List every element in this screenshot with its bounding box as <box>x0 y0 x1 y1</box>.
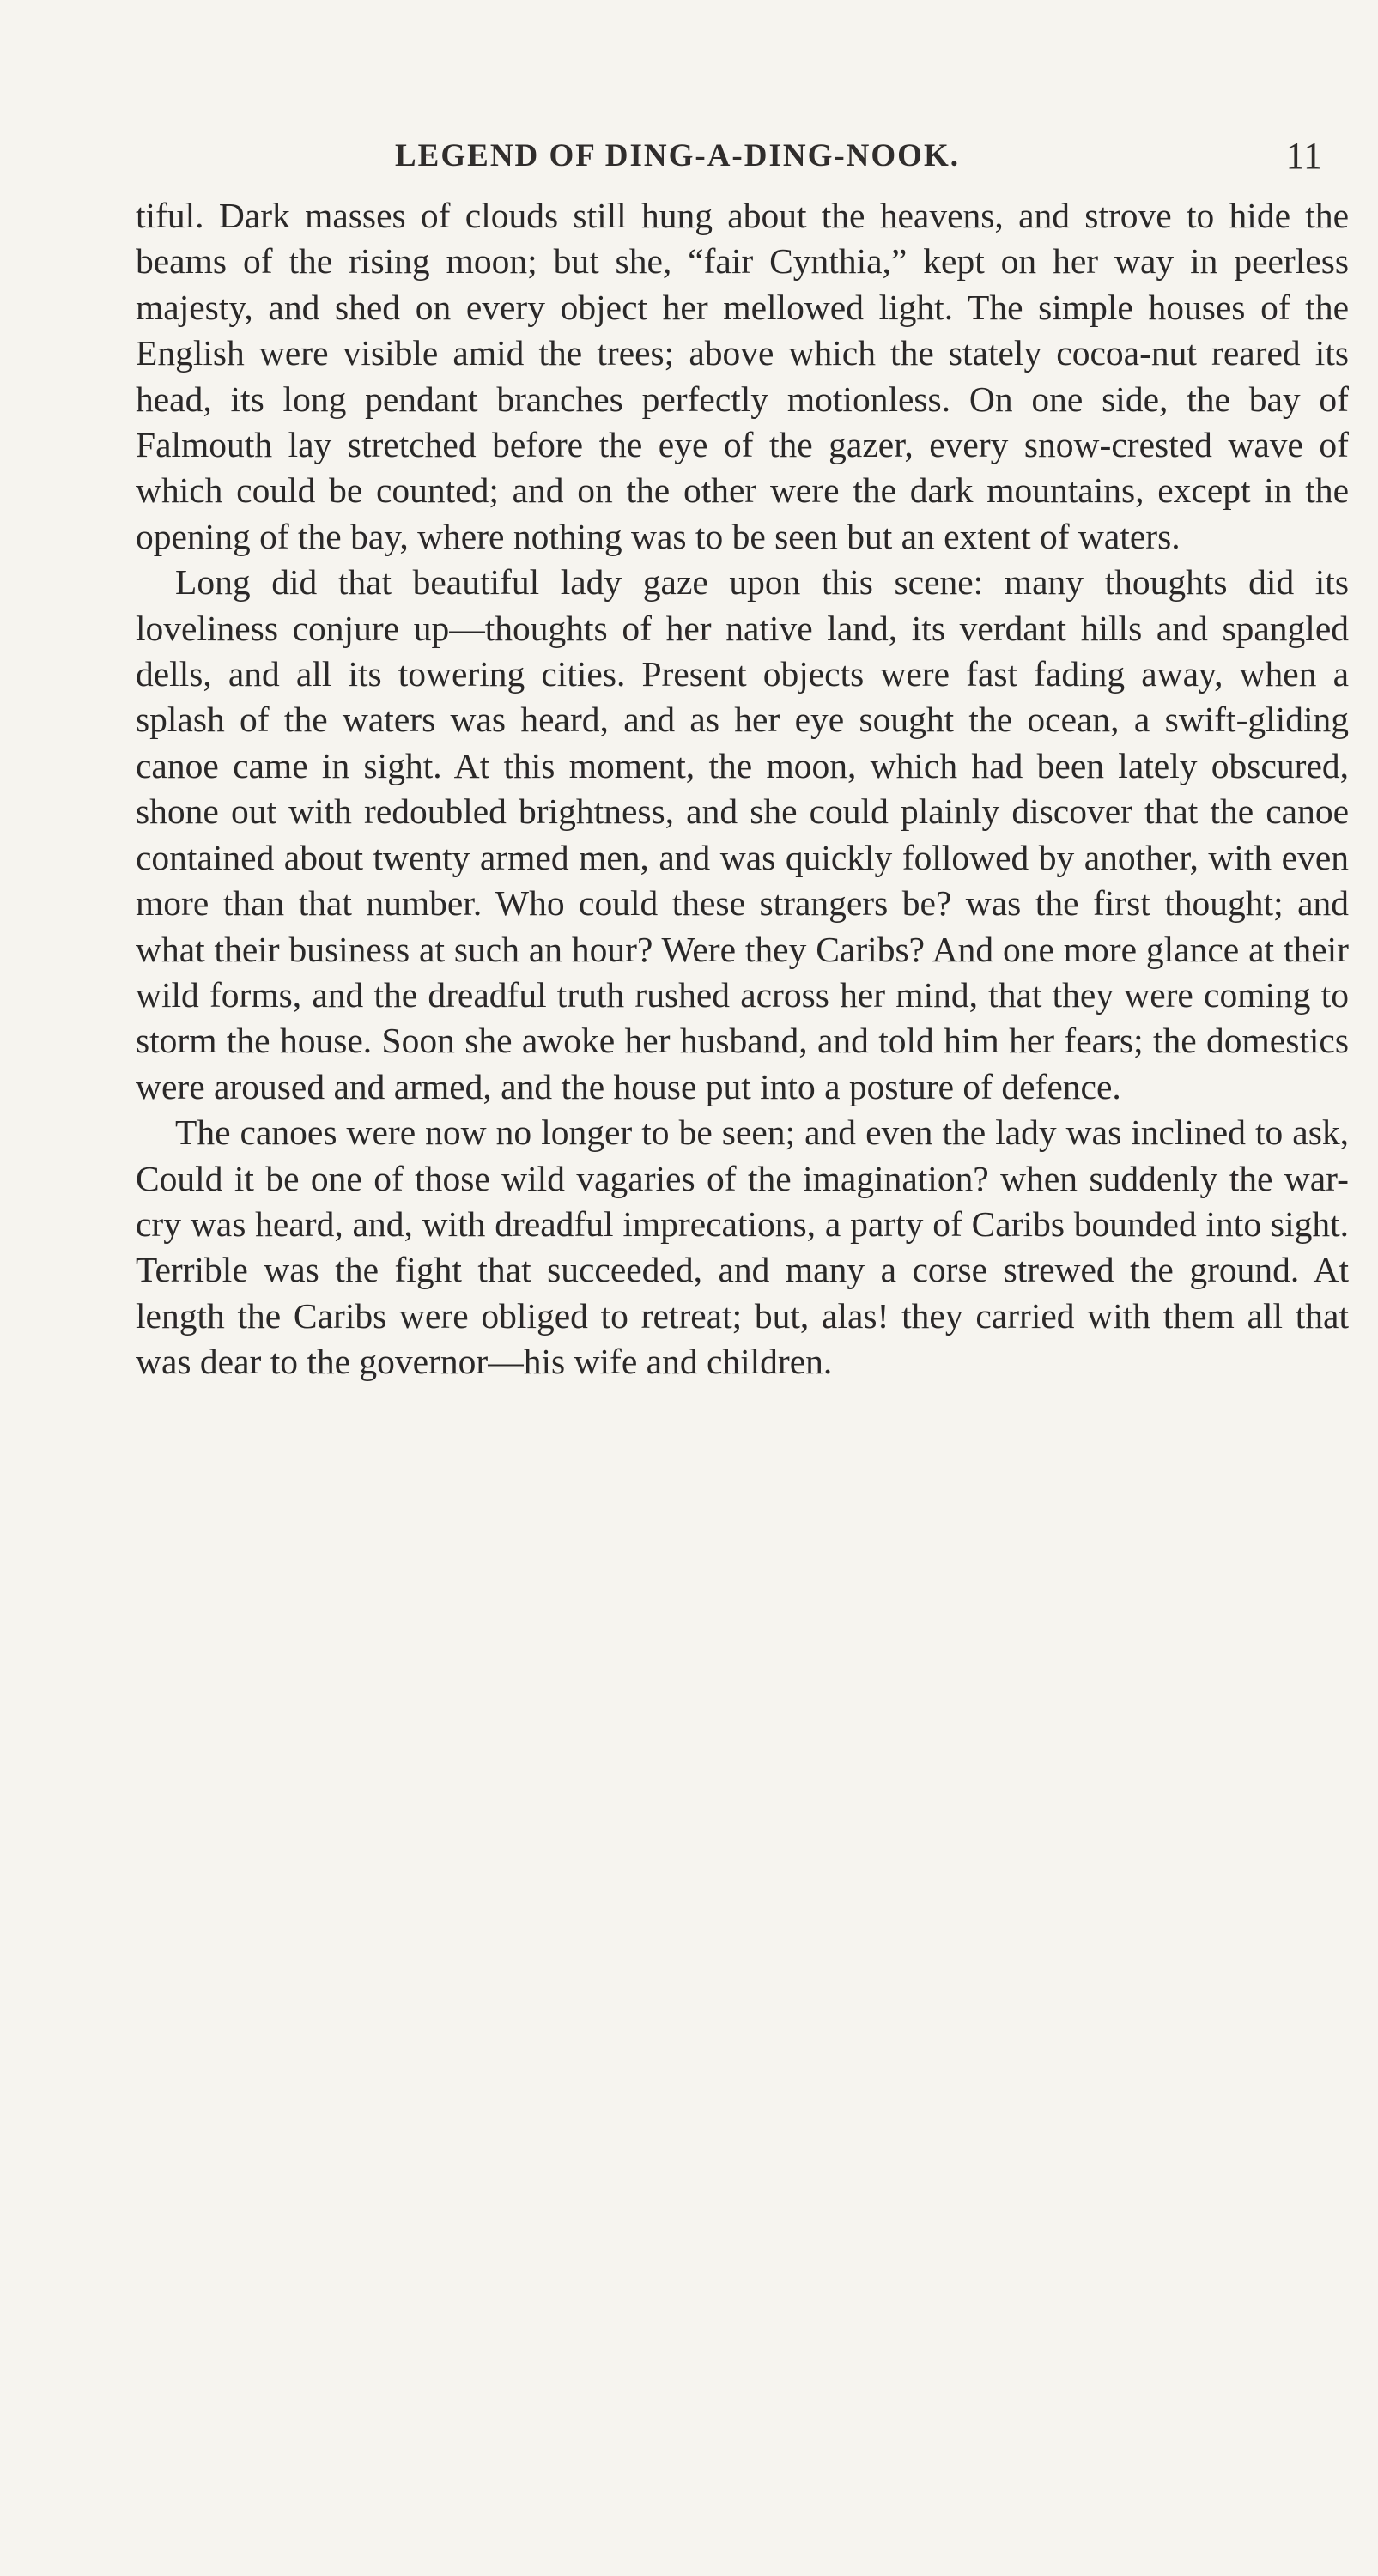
paragraph-continued: tiful. Dark masses of clouds still hung about the heavens, and strove to hide the beams of the rising moon; but she, “fair Cynthia,” kept on her way in peerless majesty, and shed on every object her mellowed light. The simple houses of the English were visible amid the trees; above which the stately cocoa-nut reared its head, its long pendant branches perfectly motionless. On one side, the bay of Falmouth lay stretched before the eye of the gazer, every snow-crested wave of which could be counted; and on the other were the dark mountains, except in the opening of the bay, where nothing was to be seen but an extent of waters. <box>136 196 1349 556</box>
page-number: 11 <box>1285 135 1322 177</box>
paragraph-lady-gazes: Long did that beautiful lady gaze upon this scene: many thoughts did its loveliness conjure up—thoughts of her native land, its verdant hills and spangled dells, and all its towering cities. Present objects were fast fading away, when a splash of the waters was heard, and as her eye sought the ocean, a swift-gliding canoe came in sight. At this moment, the moon, which had been lately obscured, shone out with redoubled brightness, and she could plainly discover that the canoe contained about twenty armed men, and was quickly followed by another, with even more than that number. Who could these strangers be? was the first thought; and what their business at such an hour? Were they Caribs? And one more glance at their wild forms, and the dreadful truth rushed across her mind, that they were coming to storm the house. Soon she awoke her husband, and told him her fears; the domestics were aroused and armed, and the house put into a posture of defence. <box>136 562 1349 1106</box>
running-title: LEGEND OF DING-A-DING-NOOK. <box>395 138 960 173</box>
body-text <box>136 193 1349 1385</box>
paragraph-caribs-attack: The canoes were now no longer to be seen; and even the lady was inclined to ask, Could it be one of those wild vagaries of the imagination? when suddenly the war-cry was heard, and, with dreadful imprecations, a party of Caribs bounded into sight. Terrible was the fight that succeeded, and many a corse strewed the ground. At length the Caribs were obliged to retreat; but, alas! they carried with them all that was dear to the governor—his wife and children. <box>136 1112 1349 1382</box>
running-head <box>129 137 1357 189</box>
